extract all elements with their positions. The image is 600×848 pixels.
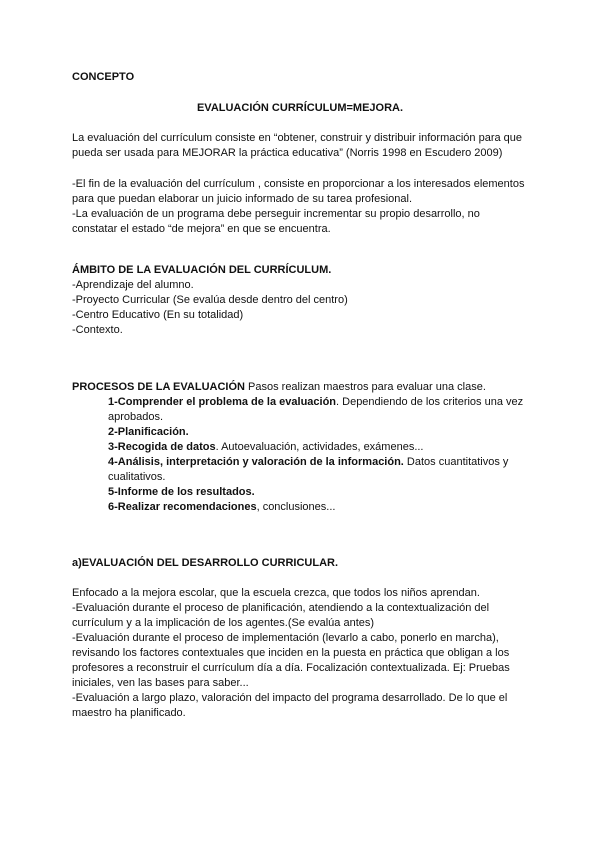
desarrollo-heading: a)EVALUACIÓN DEL DESARROLLO CURRICULAR.: [72, 557, 339, 569]
p2-line: -La evaluación de un programa debe perseguir incrementar su propio desarrollo, no: [72, 208, 480, 220]
procesos-heading: PROCESOS DE LA EVALUACIÓN Pasos realizan maestros para evaluar una clase.: [72, 381, 486, 393]
procesos-step-cont: cualitativos.: [108, 471, 166, 483]
desarrollo-line: -Evaluación a largo plazo, valoración del impacto del programa desarrollado. De lo que el: [72, 692, 508, 704]
concepto-heading: CONCEPTO: [72, 71, 135, 83]
procesos-step-cont: aprobados.: [108, 411, 164, 423]
p2-line: constatar el estado “de mejora” en que se encuentra.: [72, 223, 331, 235]
procesos-step: 2-Planificación.: [108, 426, 189, 438]
desarrollo-line: revisando los factores contextuales que inciden en la puesta en práctica que obligan a los: [72, 647, 510, 659]
p1-line: La evaluación del currículum consiste en “obtener, construir y distribuir información para que: [72, 132, 523, 144]
procesos-step: 6-Realizar recomendaciones, conclusiones...: [108, 501, 336, 513]
p2-line: -El fin de la evaluación del currículum , consiste en proporcionar a los interesados elementos: [72, 178, 525, 190]
ambito-item: -Aprendizaje del alumno.: [72, 279, 194, 291]
desarrollo-line: maestro ha planificado.: [72, 707, 186, 719]
p2-line: para que puedan elaborar un juicio informado de su tarea profesional.: [72, 193, 413, 205]
procesos-step: 4-Análisis, interpretación y valoración de la información. Datos cuantitativos y: [108, 456, 509, 468]
ambito-item: -Proyecto Curricular (Se evalúa desde dentro del centro): [72, 294, 348, 306]
desarrollo-line: iniciales, ven las bases para saber...: [72, 677, 249, 689]
ambito-item: -Centro Educativo (En su totalidad): [72, 309, 244, 321]
procesos-step: 5-Informe de los resultados.: [108, 486, 255, 498]
desarrollo-line: profesores a reconstruir el currículum día a día. Focalización contextualizada. Ej: Pruebas: [72, 662, 510, 674]
desarrollo-line: Enfocado a la mejora escolar, que la escuela crezca, que todos los niños aprendan.: [72, 587, 480, 599]
procesos-step: 3-Recogida de datos. Autoevaluación, actividades, exámenes...: [108, 441, 424, 453]
document-title: EVALUACIÓN CURRÍCULUM=MEJORA.: [196, 102, 404, 114]
ambito-item: -Contexto.: [72, 324, 123, 336]
procesos-step: 1-Comprender el problema de la evaluación. Dependiendo de los criterios una vez: [108, 396, 524, 408]
p1-line: pueda ser usada para MEJORAR la práctica educativa” (Norris 1998 en Escudero 2009): [72, 147, 503, 159]
desarrollo-line: -Evaluación durante el proceso de planificación, atendiendo a la contextualización del: [72, 602, 490, 614]
desarrollo-line: -Evaluación durante el proceso de implementación (levarlo a cabo, ponerlo en marcha),: [72, 632, 499, 644]
ambito-heading: ÁMBITO DE LA EVALUACIÓN DEL CURRÍCULUM.: [72, 264, 332, 276]
desarrollo-line: currículum y a la implicación de los agentes.(Se evalúa antes): [72, 617, 375, 629]
